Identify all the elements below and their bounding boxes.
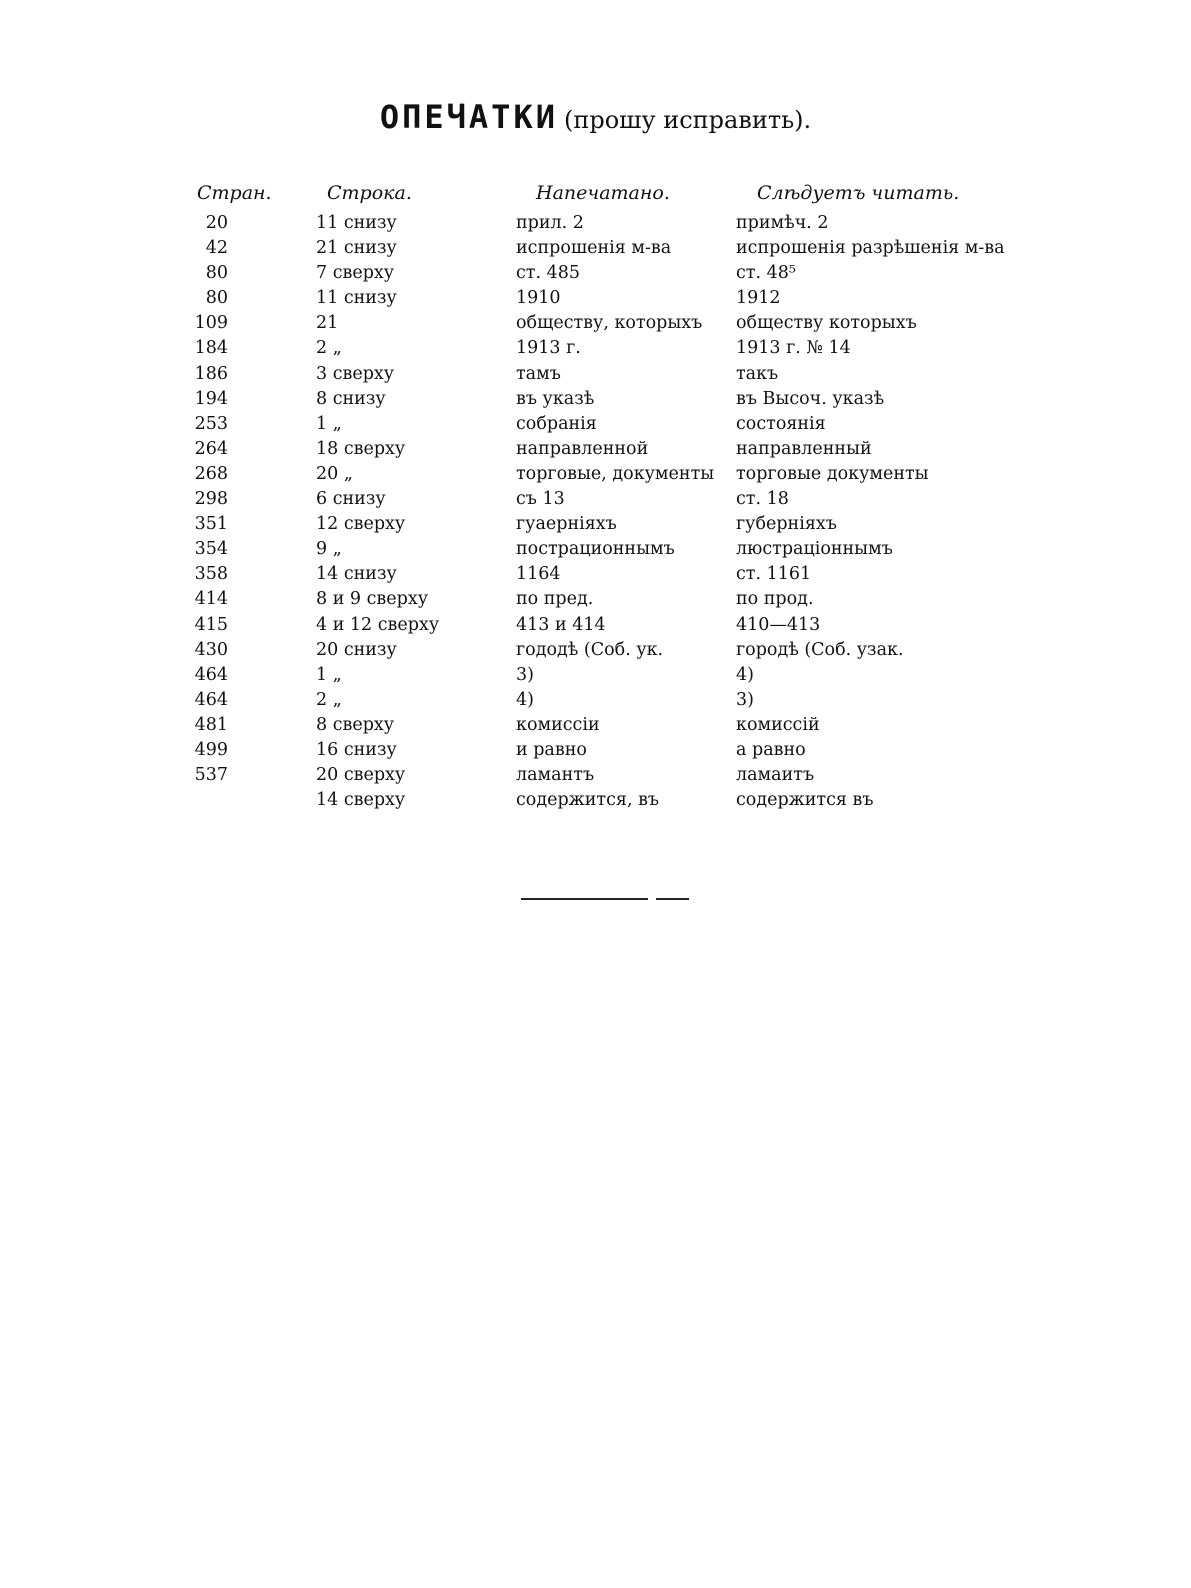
errata-table [0,212,1191,814]
cell-page: 354 [194,539,228,560]
page-title [0,98,1191,136]
cell-line: 8 сверху [316,714,395,735]
table-row [0,764,1191,789]
cell-should-read: торговые документы [736,463,929,484]
cell-page: 109 [194,313,228,334]
cell-should-read: 410—413 [736,614,821,635]
table-row [0,739,1191,764]
cell-printed: ламантъ [516,765,595,786]
cell-line: 7 сверху [316,263,395,284]
table-row [0,488,1191,513]
table-row [0,312,1191,337]
table-row [0,287,1191,312]
cell-line: 4 и 12 сверху [316,614,440,635]
cell-should-read: городѣ (Соб. узак. [736,639,904,660]
cell-printed: 1164 [516,564,561,585]
cell-page: 42 [205,238,228,259]
table-row [0,789,1191,814]
cell-should-read: испрошенія разрѣшенія м-ва [736,238,1005,259]
cell-should-read: содержится въ [736,790,874,811]
cell-page: 481 [194,714,228,735]
cell-printed: испрошенія м-ва [516,238,672,259]
cell-printed: въ указѣ [516,388,595,409]
cell-printed: комиссіи [516,714,600,735]
cell-page: 184 [194,338,228,359]
cell-printed: ст. 485 [516,263,581,284]
cell-page: 537 [194,765,228,786]
cell-should-read: губерніяхъ [736,514,837,535]
cell-page: 20 [205,213,228,233]
table-row [0,639,1191,664]
cell-page: 268 [194,463,228,484]
cell-page: 186 [194,363,228,384]
cell-page: 298 [194,489,228,510]
cell-printed: 3) [516,664,534,685]
cell-page: 264 [194,438,228,459]
table-row [0,438,1191,463]
cell-page: 499 [194,739,228,760]
cell-printed: и равно [516,739,587,760]
cell-printed: торговые, документы [516,463,715,484]
cell-should-read: комиссій [736,714,820,735]
cell-line: 21 снизу [316,238,397,259]
cell-line: 20 сверху [316,765,406,786]
cell-page: 464 [194,689,228,710]
cell-page: 358 [194,564,228,585]
cell-page: 253 [194,413,228,434]
cell-printed: собранія [516,413,597,434]
cell-line: 2 „ [316,338,342,359]
table-row [0,588,1191,613]
header-line: Строка. [327,182,412,204]
cell-line: 9 „ [316,539,342,560]
title-main: ОПЕЧАТКИ [379,98,558,136]
cell-page: 464 [194,664,228,685]
table-row [0,363,1191,388]
table-row [0,237,1191,262]
header-printed: Напечатано. [536,182,670,204]
closing-rule-gap [648,897,656,901]
cell-printed: 4) [516,689,534,710]
table-row [0,337,1191,362]
cell-printed: 1913 г. [516,338,581,359]
cell-should-read: 3) [736,689,754,710]
cell-page: 80 [205,263,228,284]
cell-line: 2 „ [316,689,342,710]
cell-line: 20 снизу [316,639,397,660]
cell-line: 12 сверху [316,514,406,535]
cell-should-read: ламаитъ [736,765,815,786]
header-page: Стран. [197,182,272,204]
cell-printed: тамъ [516,363,561,384]
table-row [0,463,1191,488]
cell-line: 6 снизу [316,489,386,510]
cell-printed: пострационнымъ [516,539,675,560]
cell-line: 11 снизу [316,288,397,309]
cell-printed: гододѣ (Соб. ук. [516,639,664,660]
cell-should-read: ст. 1161 [736,564,812,585]
cell-should-read: въ Высоч. указѣ [736,388,885,409]
cell-line: 20 „ [316,463,353,484]
header-should-read: Слѣдуетъ читать. [757,182,960,204]
title-subtitle: (прошу исправить). [563,106,812,134]
cell-printed: съ 13 [516,489,565,510]
cell-line: 21 [316,313,339,334]
table-row [0,388,1191,413]
cell-line: 3 сверху [316,363,395,384]
cell-page: 194 [194,388,228,409]
table-row [0,413,1191,438]
cell-page: 414 [194,589,228,610]
cell-printed: 413 и 414 [516,614,606,635]
cell-line: 14 снизу [316,564,397,585]
cell-should-read: ст. 48⁵ [736,263,796,284]
cell-printed: направленной [516,438,649,459]
cell-page: 430 [194,639,228,660]
table-row [0,538,1191,563]
cell-line: 8 снизу [316,388,386,409]
cell-should-read: ст. 18 [736,489,789,510]
cell-page: 351 [194,514,228,535]
table-row [0,513,1191,538]
cell-printed: обществу, которыхъ [516,313,703,334]
closing-rule [521,898,689,900]
table-row [0,212,1191,237]
cell-should-read: 4) [736,664,754,685]
table-row [0,614,1191,639]
table-row [0,563,1191,588]
cell-line: 14 сверху [316,790,406,811]
cell-should-read: обществу которыхъ [736,313,917,334]
table-row [0,664,1191,689]
cell-should-read: такъ [736,363,779,384]
cell-printed: содержится, въ [516,790,660,811]
cell-should-read: примѣч. 2 [736,213,829,233]
cell-printed: прил. 2 [516,213,584,233]
cell-should-read: 1913 г. № 14 [736,338,851,359]
cell-line: 11 снизу [316,213,397,233]
cell-should-read: а равно [736,739,806,760]
cell-line: 1 „ [316,413,342,434]
cell-line: 16 снизу [316,739,397,760]
cell-should-read: 1912 [736,288,781,309]
cell-line: 8 и 9 сверху [316,589,428,610]
cell-should-read: состоянія [736,413,826,434]
cell-page: 80 [205,288,228,309]
cell-line: 18 сверху [316,438,406,459]
cell-should-read: направленный [736,438,872,459]
cell-printed: 1910 [516,288,561,309]
table-row [0,262,1191,287]
cell-should-read: по прод. [736,589,814,610]
cell-printed: по пред. [516,589,594,610]
cell-page: 415 [194,614,228,635]
cell-should-read: люстраціоннымъ [736,539,893,560]
table-header [0,182,1191,212]
cell-line: 1 „ [316,664,342,685]
table-row [0,689,1191,714]
table-row [0,714,1191,739]
cell-printed: гуаерніяхъ [516,514,617,535]
